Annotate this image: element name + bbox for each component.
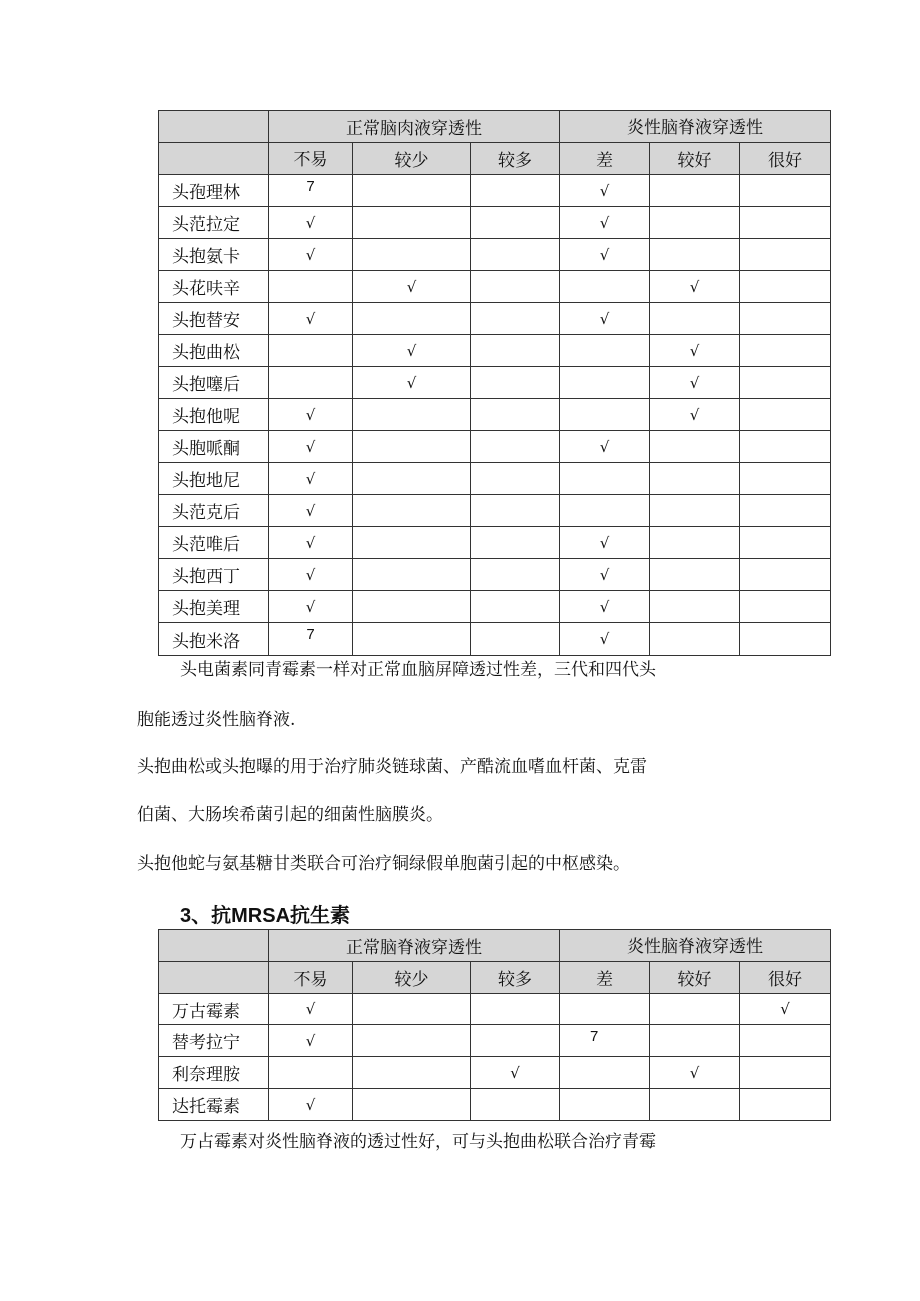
group-header-inflamed-csf: 炎性脑脊液穿透性 <box>560 930 831 962</box>
mark-cell: √ <box>269 207 353 239</box>
mark-cell <box>471 271 560 303</box>
mark-cell <box>740 239 831 271</box>
mark-cell <box>353 207 471 239</box>
mark-cell <box>269 335 353 367</box>
mark-cell <box>740 271 831 303</box>
mark-cell <box>650 1089 740 1121</box>
sub-header-buyi: 不易 <box>269 962 353 994</box>
mark-cell <box>471 527 560 559</box>
mark-cell <box>650 527 740 559</box>
mark-cell <box>471 399 560 431</box>
mark-cell: √ <box>560 591 650 623</box>
table-row <box>159 994 831 1025</box>
mark-cell <box>353 239 471 271</box>
mark-cell: √ <box>269 239 353 271</box>
mark-cell <box>740 495 831 527</box>
mark-cell <box>560 335 650 367</box>
mark-cell: √ <box>650 1057 740 1089</box>
sub-header-cha: 差 <box>560 143 650 175</box>
mark-cell: 7 <box>269 175 353 207</box>
mark-cell: √ <box>269 527 353 559</box>
mark-cell: √ <box>269 399 353 431</box>
mark-cell <box>353 527 471 559</box>
mark-cell <box>560 994 650 1025</box>
drug-name: 头孢理林 <box>159 175 269 207</box>
mark-cell <box>353 303 471 335</box>
mark-cell: √ <box>269 303 353 335</box>
drug-name: 头抱氨卡 <box>159 239 269 271</box>
table-row <box>159 431 831 463</box>
sub-header-henhao: 很好 <box>740 143 831 175</box>
table-row <box>159 239 831 271</box>
table-row <box>159 335 831 367</box>
mark-cell <box>740 1057 831 1089</box>
mark-cell <box>269 1057 353 1089</box>
mark-cell <box>560 463 650 495</box>
mark-cell: √ <box>560 431 650 463</box>
mark-cell <box>740 623 831 656</box>
drug-name: 头花呋辛 <box>159 271 269 303</box>
sub-header-jiaohao: 较好 <box>650 962 740 994</box>
mark-cell: √ <box>650 335 740 367</box>
drug-name: 头抱米洛 <box>159 623 269 656</box>
mark-cell <box>650 175 740 207</box>
drug-name: 头抱曲松 <box>159 335 269 367</box>
mark-cell <box>650 463 740 495</box>
mark-cell <box>471 431 560 463</box>
mark-cell <box>471 335 560 367</box>
mark-cell <box>471 175 560 207</box>
mark-cell <box>269 271 353 303</box>
mark-cell: √ <box>269 559 353 591</box>
table-row <box>159 1089 831 1121</box>
mark-cell <box>471 463 560 495</box>
mark-cell: √ <box>269 463 353 495</box>
mark-cell: √ <box>650 271 740 303</box>
table-row <box>159 463 831 495</box>
drug-name: 头抱美理 <box>159 591 269 623</box>
mark-cell: √ <box>269 495 353 527</box>
group-header-inflamed-csf: 炎性脑脊液穿透性 <box>560 111 831 143</box>
paragraph-3: 头抱曲松或头抱曝的用于治疗肺炎链球菌、产酷流血嗜血杆菌、克雷 <box>137 757 647 777</box>
header-corner <box>159 143 269 175</box>
mark-cell <box>560 1089 650 1121</box>
mark-cell <box>269 367 353 399</box>
sub-header-cha: 差 <box>560 962 650 994</box>
mark-cell <box>353 175 471 207</box>
mark-cell: √ <box>269 591 353 623</box>
drug-name: 头范唯后 <box>159 527 269 559</box>
sub-header-jiaohao: 较好 <box>650 143 740 175</box>
mark-cell <box>740 175 831 207</box>
mark-cell: √ <box>560 559 650 591</box>
mark-cell <box>471 623 560 656</box>
table-row <box>159 175 831 207</box>
mark-cell <box>353 1057 471 1089</box>
mark-cell <box>471 207 560 239</box>
mark-cell: 7 <box>560 1025 650 1057</box>
drug-name: 利奈理胺 <box>159 1057 269 1089</box>
mark-cell <box>650 1025 740 1057</box>
mark-cell <box>650 495 740 527</box>
mark-cell <box>740 431 831 463</box>
mark-cell <box>471 559 560 591</box>
mark-cell <box>650 303 740 335</box>
mark-cell <box>353 623 471 656</box>
mark-cell <box>471 1025 560 1057</box>
sub-header-jiaoduo: 较多 <box>471 143 560 175</box>
header-corner <box>159 111 269 143</box>
mark-cell: √ <box>560 527 650 559</box>
mark-cell: √ <box>353 335 471 367</box>
mark-cell <box>560 367 650 399</box>
mark-cell <box>740 207 831 239</box>
mark-cell <box>740 335 831 367</box>
mark-cell <box>353 399 471 431</box>
mark-cell <box>650 559 740 591</box>
table-row <box>159 495 831 527</box>
mark-cell <box>650 239 740 271</box>
mark-cell <box>650 591 740 623</box>
mark-cell: √ <box>560 239 650 271</box>
paragraph-2: 胞能透过炎性脑脊液. <box>137 710 296 730</box>
mark-cell: √ <box>560 623 650 656</box>
drug-name: 万古霉素 <box>159 994 269 1025</box>
csf-penetration-table-anti-mrsa <box>158 929 831 1121</box>
mark-cell <box>560 1057 650 1089</box>
mark-cell: √ <box>471 1057 560 1089</box>
mark-cell <box>353 1089 471 1121</box>
mark-cell <box>740 559 831 591</box>
mark-cell <box>471 591 560 623</box>
paragraph-1: 头电菌素同青霉素一样对正常血脑屏障透过性差，三代和四代头 <box>180 660 656 680</box>
header-corner <box>159 962 269 994</box>
mark-cell: √ <box>353 367 471 399</box>
mark-cell: √ <box>560 207 650 239</box>
mark-cell: √ <box>560 303 650 335</box>
mark-cell <box>650 994 740 1025</box>
mark-cell: √ <box>269 431 353 463</box>
mark-cell <box>650 623 740 656</box>
mark-cell <box>471 303 560 335</box>
csf-penetration-table-cephalosporins <box>158 110 831 656</box>
table-row <box>159 367 831 399</box>
table-row <box>159 559 831 591</box>
drug-name: 头胞哌酮 <box>159 431 269 463</box>
mark-cell: √ <box>650 399 740 431</box>
drug-name: 头范克后 <box>159 495 269 527</box>
mark-cell <box>353 495 471 527</box>
mark-cell <box>471 1089 560 1121</box>
mark-cell <box>650 431 740 463</box>
mark-cell <box>471 367 560 399</box>
mark-cell <box>353 559 471 591</box>
mark-cell <box>353 1025 471 1057</box>
drug-name: 头抱西丁 <box>159 559 269 591</box>
group-header-normal-csf: 正常脑脊液穿透性 <box>269 930 560 962</box>
header-corner <box>159 930 269 962</box>
mark-cell <box>353 591 471 623</box>
sub-header-buyi: 不易 <box>269 143 353 175</box>
drug-name: 头抱替安 <box>159 303 269 335</box>
mark-cell <box>471 994 560 1025</box>
mark-cell <box>353 994 471 1025</box>
mark-cell <box>650 207 740 239</box>
table-row <box>159 527 831 559</box>
table-row <box>159 591 831 623</box>
mark-cell: √ <box>740 994 831 1025</box>
mark-cell <box>740 399 831 431</box>
drug-name: 头范拉定 <box>159 207 269 239</box>
table-row <box>159 623 831 656</box>
mark-cell: √ <box>560 175 650 207</box>
table-row <box>159 271 831 303</box>
mark-cell <box>740 591 831 623</box>
mark-cell <box>560 271 650 303</box>
sub-header-jiaoshao: 较少 <box>353 143 471 175</box>
mark-cell: √ <box>353 271 471 303</box>
drug-name: 头抱他呢 <box>159 399 269 431</box>
table-row <box>159 399 831 431</box>
mark-cell <box>353 463 471 495</box>
paragraph-5: 头抱他蛇与氨基糖甘类联合可治疗铜绿假单胞菌引起的中枢感染。 <box>137 854 630 874</box>
mark-cell: √ <box>269 1025 353 1057</box>
group-header-normal-csf: 正常脑肉液穿透性 <box>269 111 560 143</box>
mark-cell: 7 <box>269 623 353 656</box>
mark-cell: √ <box>269 994 353 1025</box>
drug-name: 达托霉素 <box>159 1089 269 1121</box>
sub-header-henhao: 很好 <box>740 962 831 994</box>
mark-cell <box>471 239 560 271</box>
table-row <box>159 1057 831 1089</box>
mark-cell <box>560 495 650 527</box>
drug-name: 头抱噻后 <box>159 367 269 399</box>
mark-cell <box>471 495 560 527</box>
table-row <box>159 1025 831 1057</box>
closing-paragraph: 万占霉素对炎性脑脊液的透过性好，可与头抱曲松联合治疗青霉 <box>180 1132 656 1152</box>
mark-cell <box>740 1089 831 1121</box>
drug-name: 替考拉宁 <box>159 1025 269 1057</box>
mark-cell <box>740 1025 831 1057</box>
mark-cell <box>560 399 650 431</box>
mark-cell: √ <box>269 1089 353 1121</box>
sub-header-jiaoduo: 较多 <box>471 962 560 994</box>
table-row <box>159 207 831 239</box>
mark-cell <box>740 367 831 399</box>
table-row <box>159 303 831 335</box>
sub-header-jiaoshao: 较少 <box>353 962 471 994</box>
paragraph-4: 伯菌、大肠埃希菌引起的细菌性脑膜炎。 <box>137 805 443 825</box>
section-heading: 3、抗MRSA抗生素 <box>180 905 351 927</box>
drug-name: 头抱地尼 <box>159 463 269 495</box>
mark-cell <box>740 463 831 495</box>
mark-cell <box>353 431 471 463</box>
mark-cell <box>740 527 831 559</box>
mark-cell: √ <box>650 367 740 399</box>
mark-cell <box>740 303 831 335</box>
